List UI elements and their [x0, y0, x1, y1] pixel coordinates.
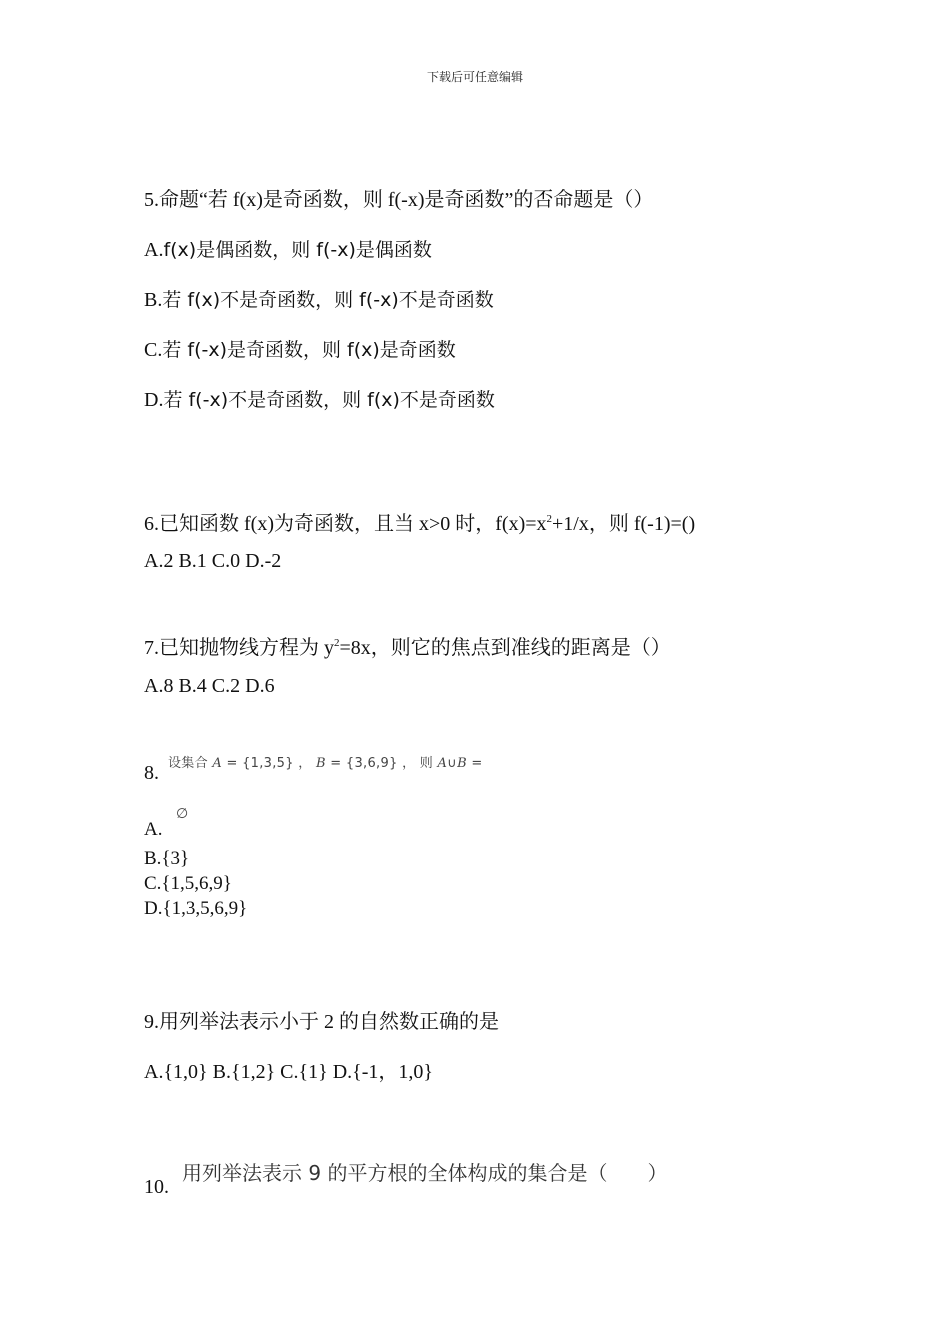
- q7-stem-part-1: 7.已知抛物线方程为 y: [144, 637, 334, 659]
- q5-option-a-label: A.: [144, 239, 164, 261]
- q8-option-b: B.{3}: [144, 848, 190, 869]
- q8-stem-text-1: 设集合: [168, 756, 213, 771]
- q8-option-a-label: A.: [144, 819, 163, 840]
- q8-var-a2: A: [437, 756, 448, 771]
- q6-stem: [144, 512, 695, 536]
- q5-option-a: [144, 238, 432, 262]
- q7-superscript: 2: [334, 637, 340, 649]
- q10-stem-image: 用列举法表示 9 的平方根的全体构成的集合是（ ）: [182, 1161, 668, 1185]
- q5-option-d: [144, 388, 495, 412]
- q5-option-c-label: C.: [144, 339, 163, 361]
- q8-stem-image: [168, 752, 483, 771]
- q8-empty-set-symbol: ∅: [176, 806, 189, 822]
- q9-stem: 9.用列举法表示小于 2 的自然数正确的是: [144, 1011, 499, 1033]
- q5-option-b-label: B.: [144, 289, 163, 311]
- q5-option-a-text: f(x)是偶函数，则 f(-x)是偶函数: [163, 239, 432, 261]
- q8-option-d: D.{1,3,5,6,9}: [144, 898, 248, 919]
- q8-stem-text-2: = {1,3,5} ，: [222, 756, 316, 771]
- page-header: 下载后可任意编辑: [426, 70, 523, 84]
- q5-option-c-text: 若 f(-x)是奇函数，则 f(x)是奇函数: [162, 339, 456, 361]
- q9-options: A.{1,0} B.{1,2} C.{1} D.{-1，1,0}: [144, 1061, 434, 1083]
- q5-option-d-text: 若 f(-x)不是奇函数，则 f(x)不是奇函数: [163, 389, 495, 411]
- q8-stem-text-3: = {3,6,9} ， 则: [325, 756, 438, 771]
- q5-option-b: [144, 288, 494, 312]
- q6-options: A.2 B.1 C.0 D.-2: [144, 550, 282, 572]
- q8-stem-text-4: =: [466, 756, 483, 771]
- q7-stem-part-2: =8x，则它的焦点到准线的距离是（）: [339, 637, 671, 659]
- q6-stem-part-2: +1/x，则 f(-1)=(): [552, 513, 696, 535]
- q8-var-b: B: [316, 756, 326, 771]
- q5-option-c: [144, 338, 456, 362]
- q6-stem-part-1: 6.已知函数 f(x)为奇函数，且当 x>0 时，f(x)=x: [144, 513, 547, 535]
- q6-superscript: 2: [546, 513, 553, 525]
- q8-var-a: A: [212, 756, 223, 771]
- q8-union-symbol: ∪: [447, 756, 458, 771]
- q8-option-c: C.{1,5,6,9}: [144, 873, 232, 894]
- q5-option-d-label: D.: [144, 389, 164, 411]
- q7-stem: [144, 636, 671, 660]
- q8-var-b2: B: [457, 756, 467, 771]
- q7-options: A.8 B.4 C.2 D.6: [144, 675, 275, 697]
- q5-stem: 5.命题“若 f(x)是奇函数，则 f(-x)是奇函数”的否命题是（）: [144, 189, 654, 211]
- q10-number: 10.: [144, 1176, 169, 1198]
- q5-option-b-text: 若 f(x)不是奇函数，则 f(-x)不是奇函数: [162, 289, 494, 311]
- q8-number: 8.: [144, 762, 159, 784]
